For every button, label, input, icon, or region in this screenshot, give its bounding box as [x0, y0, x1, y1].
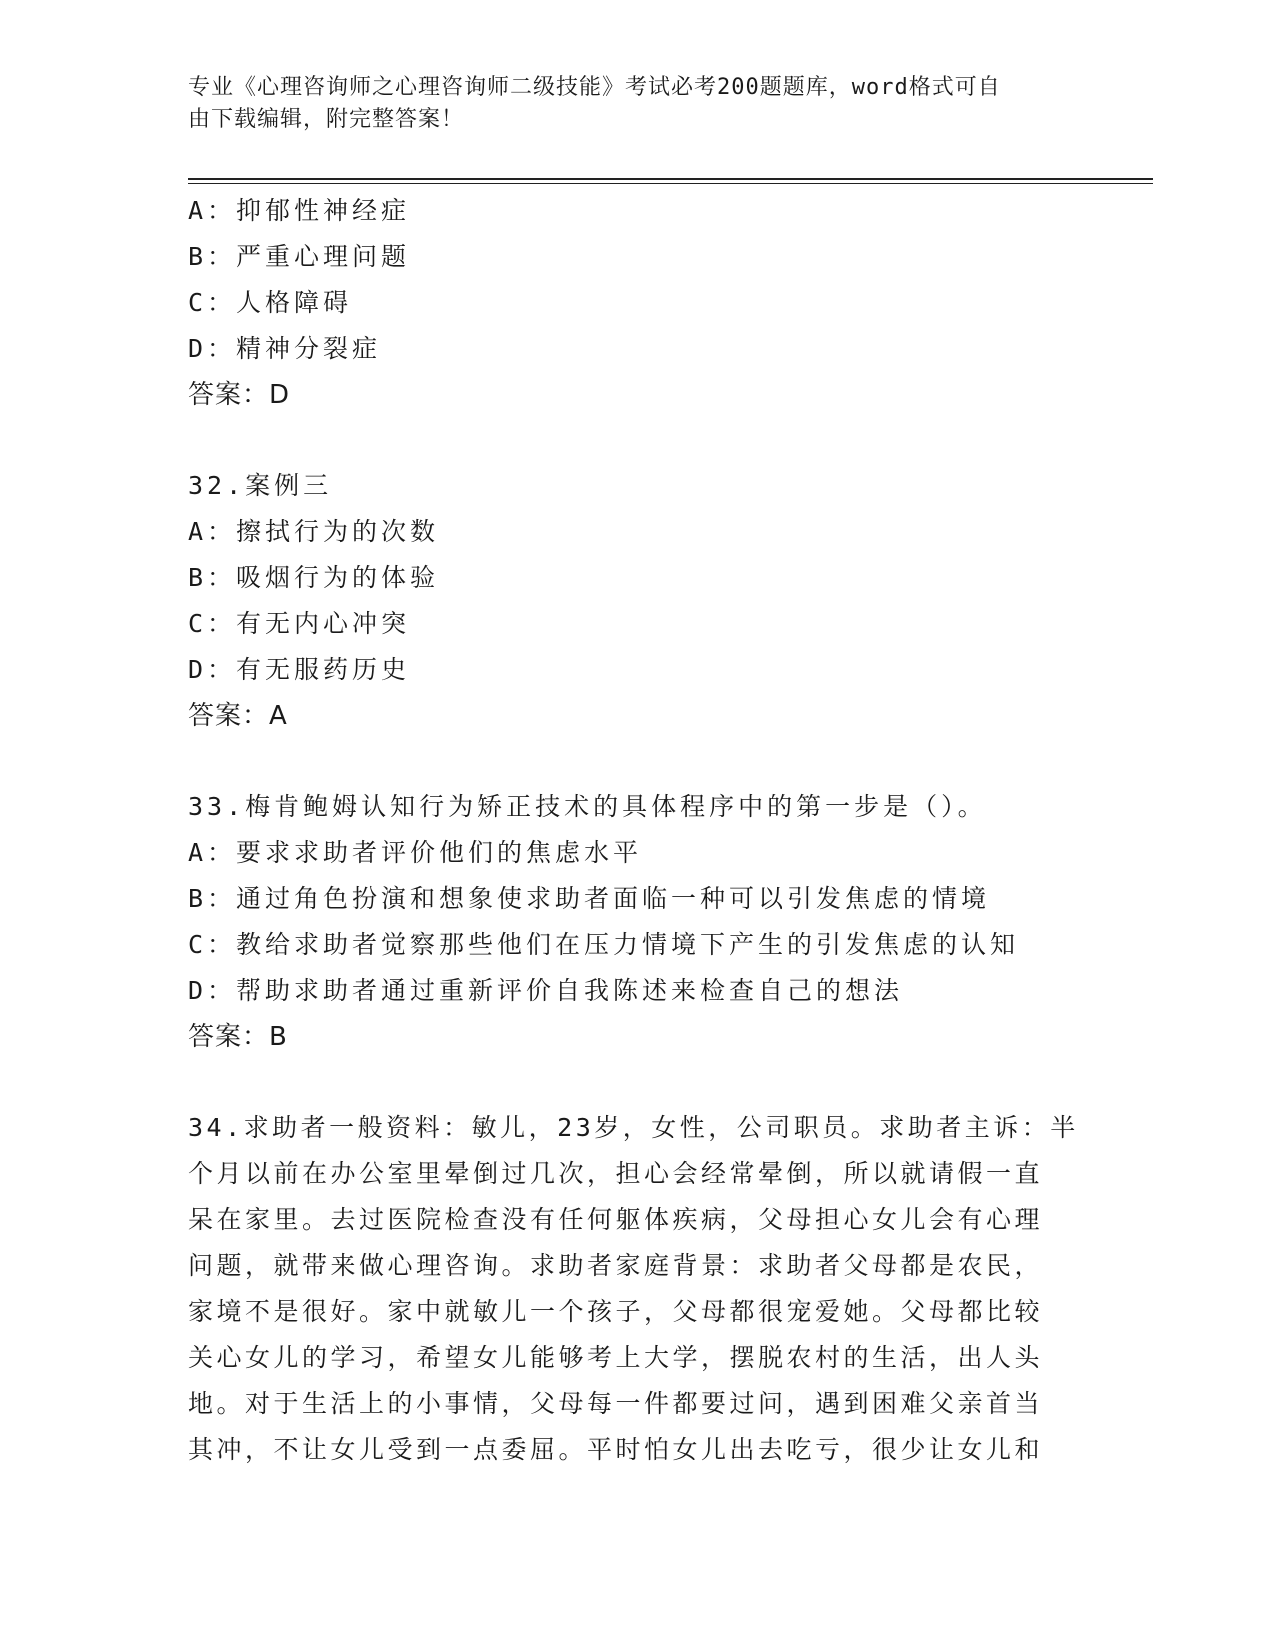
- question-text-line: 其冲，不让女儿受到一点委屈。平时怕女儿出去吃亏，很少让女儿和: [188, 1435, 1044, 1464]
- document-body: [188, 188, 1088, 1473]
- question-text-line: 呆在家里。去过医院检查没有任何躯体疾病，父母担心女儿会有心理: [188, 1205, 1044, 1234]
- option-b: B：通过角色扮演和想象使求助者面临一种可以引发焦虑的情境: [188, 884, 991, 913]
- option-c: C：人格障碍: [188, 288, 353, 317]
- option-c: C：有无内心冲突: [188, 609, 411, 638]
- question-text-line: 问题，就带来做心理咨询。求助者家庭背景：求助者父母都是农民，: [188, 1251, 1044, 1280]
- question-text-line: 家境不是很好。家中就敏儿一个孩子，父母都很宠爱她。父母都比较: [188, 1297, 1044, 1326]
- option-a: A：擦拭行为的次数: [188, 517, 440, 546]
- question-31: [188, 188, 1088, 418]
- option-b: B：严重心理问题: [188, 242, 411, 271]
- header-rule-thick: [188, 178, 1153, 180]
- answer: 答案：B: [188, 1022, 288, 1052]
- question-33: [188, 784, 1088, 1060]
- document-header: [188, 72, 1078, 136]
- option-b: B：吸烟行为的体验: [188, 563, 440, 592]
- question-text-line: 地。对于生活上的小事情，父母每一件都要过问，遇到困难父亲首当: [188, 1389, 1044, 1418]
- question-text-line: 个月以前在办公室里晕倒过几次，担心会经常晕倒，所以就请假一直: [188, 1159, 1044, 1188]
- question-32: [188, 463, 1088, 739]
- question-text-line: 34.求助者一般资料：敏儿，23岁，女性，公司职员。求助者主诉：半: [188, 1113, 1079, 1142]
- header-line-2: 由下载编辑，附完整答案！: [188, 107, 465, 132]
- header-line-1: 专业《心理咨询师之心理咨询师二级技能》考试必考200题题库，word格式可自: [188, 75, 1001, 100]
- question-34: [188, 1105, 1088, 1473]
- spacer: [188, 418, 1088, 463]
- answer: 答案：A: [188, 701, 288, 731]
- question-text-line: 关心女儿的学习，希望女儿能够考上大学，摆脱农村的生活，出人头: [188, 1343, 1044, 1372]
- spacer: [188, 739, 1088, 784]
- option-d: D：帮助求助者通过重新评价自我陈述来检查自己的想法: [188, 976, 904, 1005]
- option-d: D：有无服药历史: [188, 655, 411, 684]
- answer: 答案：D: [188, 380, 291, 410]
- option-d: D：精神分裂症: [188, 334, 382, 363]
- question-text: 32.案例三: [188, 471, 333, 500]
- option-c: C：教给求助者觉察那些他们在压力情境下产生的引发焦虑的认知: [188, 930, 1020, 959]
- question-text: 33.梅肯鲍姆认知行为矫正技术的具体程序中的第一步是（）。: [188, 792, 987, 821]
- spacer: [188, 1060, 1088, 1105]
- header-rule-thin: [188, 183, 1153, 184]
- option-a: A：要求求助者评价他们的焦虑水平: [188, 838, 643, 867]
- option-a: A：抑郁性神经症: [188, 196, 411, 225]
